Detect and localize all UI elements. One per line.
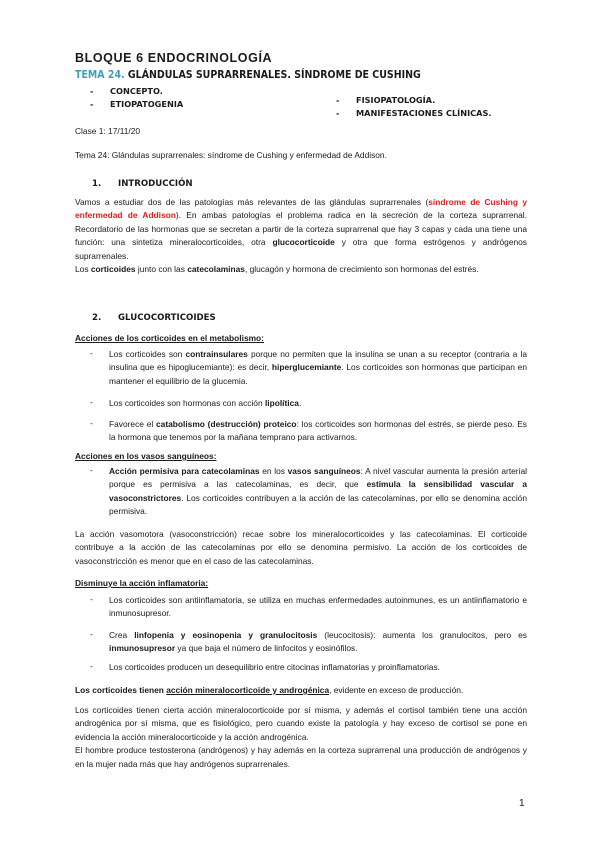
vessels-item-1: Acción permisiva para catecolaminas en los vasos sanguíneos: A nivel vascular aumenta la presión arterial porque es permisiva a las catecolaminas, es decir, que estimula la sensibilidad vascular a vasoconstrictores. Los corticoides contribuyen a la acción de las catecolaminas, por ello se denomina acción permisiva. [109, 466, 527, 517]
bullet-dash: - [90, 418, 93, 428]
closing-paragraph: Los corticoides tienen cierta acción mineralocorticoide por sí misma, y además el cortisol también tiene una acción androgénica por sí misma, que es fisiológico, pero cuando existe la patología y hay exceso de cortisol se pone en evidencia la acción mineralocorticoide y la acción androgénica. El hombre produce testosterona (andrógenos) y hay además en la corteza suprarrenal una producción de andrógenos y en la mujer nada más que hay andrógenos suprarrenales. [75, 705, 527, 769]
tema-subtitle [75, 69, 421, 81]
inflammation-item-2: Crea linfopenia y eosinopenia y granulocitosis (leucocitosis): aumenta los granulocitos, pero es inmunosupresor ya que baja el número de linfocitos y eosinófilos. [109, 630, 527, 654]
intro-paragraph: Vamos a estudiar dos de las patologías más relevantes de las glándulas suprarrenales (síndrome de Cushing y enfermedad de Addison). En ambas patologías el problema radica en la secreción de la corteza suprarrenal. Recordatorio de las hormonas que se secretan a partir de la corteza suprarrenal que hay 3 capas y cada una tiene una función: una sintetiza mineralocorticoides, otra glucocorticoide y otra que forma estrógenos y andrógenos suprarrenales. Los corticoides junto con las catecolaminas, glucagón y hormona de crecimiento son hormonas del estrés. [75, 197, 527, 275]
metab-item-2: Los corticoides son hormonas con acción lipolítica. [109, 398, 302, 408]
bullet-dash: - [90, 465, 93, 475]
section-heading-introduccion: 1. INTRODUCCIÓN [92, 179, 193, 189]
bullet-dash: - [90, 629, 93, 639]
inflammation-item-1: Los corticoides son antiinflamatoria, se utiliza en muchas enfermedades autoinmunes, es un antiinflamatorio e inmunosupresor. [109, 595, 527, 619]
toc-item-manifestaciones: - MANIFESTACIONES CLÍNICAS. [336, 108, 492, 118]
tema-title: GLÁNDULAS SUPRARRENALES. SÍNDROME DE CUSHING [124, 69, 421, 81]
clase-date: Clase 1: 17/11/20 [75, 126, 141, 136]
metab-item-1: Los corticoides son contrainsulares porque no permiten que la insulina se unan a su receptor (contraria a la insulina que es hipoglucemiante): es decir, hiperglucemiante. Los corticoides son hormonas que participan en mantener el equilibrio de la glucemia. [109, 349, 527, 386]
bullet-dash: - [90, 397, 93, 407]
bullet-dash: - [90, 348, 93, 358]
toc-item-fisiopatologia: - FISIOPATOLOGÍA. [336, 95, 436, 105]
section-heading-glucocorticoides: 2. GLUCOCORTICOIDES [92, 313, 216, 323]
toc-item-etiopatogenia: - ETIOPATOGENIA [90, 99, 184, 109]
metabolism-heading: Acciones de los corticoides en el metabolismo: [75, 333, 264, 343]
block-title: BLOQUE 6 ENDOCRINOLOGÍA [75, 51, 273, 65]
vasomotor-paragraph: La acción vasomotora (vasoconstricción) recae sobre los mineralocorticoides y las catecolaminas. El corticoide contribuye a la acción de las catecolaminas por ello se denomina permisivo. La acción de los corticoides de vasoconstricción es menor que en el caso de las catecolaminas. [75, 529, 527, 566]
bullet-dash: - [90, 661, 93, 671]
page-number: 1 [519, 798, 525, 809]
mineral-androgenic-line: Los corticoides tienen acción mineralocorticoide y androgénica, evidente en exceso de producción. [75, 685, 464, 695]
metab-item-3: Favorece el catabolismo (destrucción) proteico: los corticoides son hormonas del estrés, se pierde peso. Es la hormona que tenemos por la mañana temprano para activarnos. [109, 419, 527, 443]
toc-item-concepto: - CONCEPTO. [90, 86, 163, 96]
inflammation-item-3: Los corticoides producen un desequilibrio entre citocinas inflamatorias y proinflamatorias. [109, 662, 440, 672]
tema-label: TEMA 24. [75, 69, 125, 81]
bullet-dash: - [90, 594, 93, 604]
vessels-heading: Acciones en los vasos sanguíneos: [75, 451, 217, 461]
tema-line: Tema 24: Glándulas suprarrenales: síndrome de Cushing y enfermedad de Addison. [75, 150, 387, 160]
inflammation-heading: Disminuye la acción inflamatoria: [75, 578, 209, 588]
